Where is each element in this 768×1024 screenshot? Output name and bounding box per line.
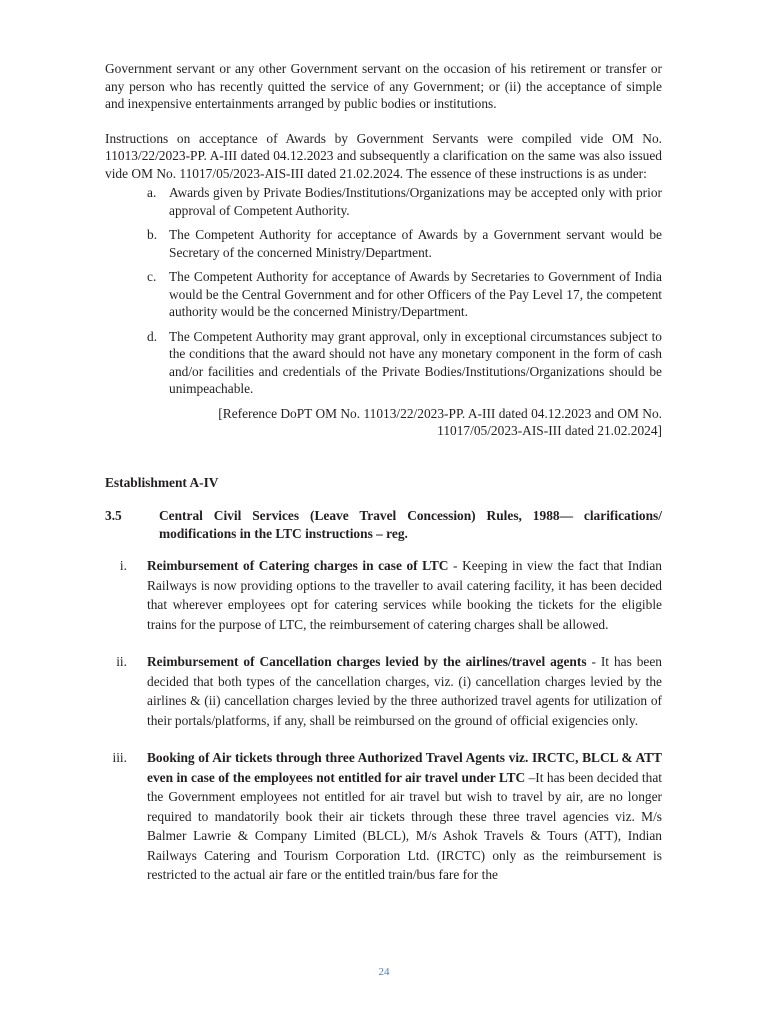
item-body: - Keeping in view the fact that Indian Railways is now providing options to the traveller to avail catering facility, it has been decided that wherever employees opt for catering services while booking the tickets for the eligible trains for the purpose of LTC, the reimbursement of catering charges shall be allowed. <box>147 558 662 632</box>
awards-list <box>105 184 662 398</box>
list-item <box>105 556 662 634</box>
ltc-items-list <box>105 556 662 885</box>
list-item-text: Awards given by Private Bodies/Institutions/Organizations may be accepted only with prior approval of Competent Authority. <box>169 185 662 218</box>
section-heading: Establishment A-IV <box>105 474 219 490</box>
item-heading: Reimbursement of Catering charges in case of LTC <box>147 558 449 573</box>
list-item <box>105 652 662 730</box>
subsection-title: Central Civil Services (Leave Travel Concession) Rules, 1988— clarifications/ modifications in the LTC instructions – reg. <box>159 508 662 541</box>
list-marker: iii. <box>112 750 127 765</box>
list-marker: ii. <box>116 654 127 669</box>
item-heading: Booking of Air tickets through three Authorized Travel Agents viz. IRCTC, BLCL & ATT even in case of the employees not entitled for air travel under LTC <box>147 750 662 785</box>
item-heading: Reimbursement of Cancellation charges levied by the airlines/travel agents <box>147 654 587 669</box>
list-marker: c. <box>147 269 157 284</box>
list-marker: d. <box>147 328 158 344</box>
item-body: - It has been decided that both types of the cancellation charges, viz. (i) cancellation charges levied by the airlines & (ii) cancellation charges levied by the three authorized travel agents for utilization of their portals/platforms, if any, shall be reimbursed on the ground of official exigencies only. <box>147 654 662 728</box>
list-item <box>105 184 662 219</box>
item-body: –It has been decided that the Government employees not entitled for air travel but wish to travel by air, are no longer required to mandatorily book their air tickets through these three travel agencies viz. M/s Balmer Lawrie & Company Limited (BLCL), M/s Ashok Travels & Tours (ATT), Indian Railways Catering and Tourism Corporation Ltd. (IRCTC) only as the reimbursement is restricted to the actual air fare or the entitled train/bus fare for the <box>147 769 662 882</box>
subsection-heading <box>105 507 662 542</box>
list-item-text: The Competent Authority for acceptance of Awards by Secretaries to Government of India would be the Central Government and for other Officers of the Pay Level 17, the competent authority would be the concerned Ministry/Department. <box>169 269 662 319</box>
list-item-text: The Competent Authority may grant approval, only in exceptional circumstances subject to the conditions that the award should not have any monetary component in the form of cash and/or facilities and credentials of the Private Bodies/Institutions/Organizations should be unimpeachable. <box>169 328 662 396</box>
list-marker: a. <box>147 185 157 200</box>
reference-line: [Reference DoPT OM No. 11013/22/2023-PP. A-III dated 04.12.2023 and OM No. <box>218 405 662 421</box>
list-marker: i. <box>119 558 127 573</box>
list-item <box>105 328 662 398</box>
awards-paragraph: Instructions on acceptance of Awards by Government Servants were compiled vide OM No. 11013/22/2023-PP. A-III dated 04.12.2023 and subsequently a clarification on the same was also issued vide OM No. 11017/05/2023-AIS-III dated 21.02.2024. The essence of these instructions is as under: <box>105 130 662 181</box>
list-item <box>105 268 662 321</box>
list-marker: b. <box>147 227 158 242</box>
reference-line: 11017/05/2023-AIS-III dated 21.02.2024] <box>437 423 662 438</box>
list-item <box>105 226 662 261</box>
subsection-number: 3.5 <box>105 508 122 523</box>
list-item <box>105 748 662 885</box>
page-number: 24 <box>378 966 390 978</box>
reference-citation <box>105 405 662 440</box>
document-page <box>105 60 662 903</box>
list-item-text: The Competent Authority for acceptance of Awards by a Government servant would be Secretary of the concerned Ministry/Department. <box>169 227 662 260</box>
intro-paragraph: Government servant or any other Government servant on the occasion of his retirement or transfer or any person who has recently quitted the service of any Government; or (ii) the acceptance of simple and inexpensive entertainments arranged by public bodies or institutions. <box>105 61 662 111</box>
